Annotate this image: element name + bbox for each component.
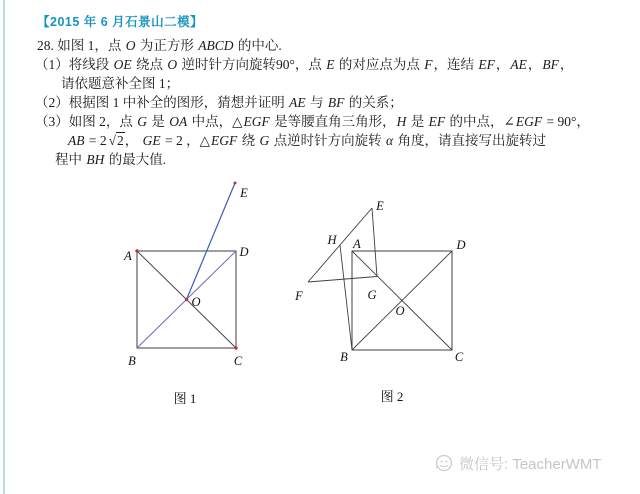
fig2-label-a: A bbox=[353, 237, 361, 251]
problem-text: （2）根据图 1 中补全的图形，猜想并证明 bbox=[35, 95, 289, 110]
math-variable: α bbox=[386, 133, 394, 148]
problem-text: ， bbox=[124, 133, 142, 148]
math-variable: EGF bbox=[211, 133, 238, 148]
math-variable: O bbox=[167, 57, 178, 72]
fig2-triangle-side-eg bbox=[372, 208, 377, 277]
problem-text: ， bbox=[559, 57, 574, 72]
problem-text: 的最大值. bbox=[105, 152, 167, 167]
math-variable: ABCD bbox=[198, 38, 234, 53]
fig2-label-d: D bbox=[456, 238, 466, 252]
problem-text: 的中点，∠ bbox=[446, 114, 515, 129]
fig1-label-c: C bbox=[233, 354, 243, 368]
math-variable: GE bbox=[142, 133, 161, 148]
math-variable: OE bbox=[113, 57, 132, 72]
problem-text: 绕点 bbox=[132, 57, 167, 72]
problem-text: 程中 bbox=[55, 152, 86, 167]
problem-text: 绕 bbox=[238, 133, 259, 148]
fig2-triangle-side-gf bbox=[308, 277, 377, 283]
problem-text: 中点，△ bbox=[188, 114, 243, 129]
problem-text: 角度，请直接写出旋转过 bbox=[394, 133, 547, 148]
fig2-label-e: E bbox=[376, 199, 384, 213]
fig1-label-b: B bbox=[128, 354, 136, 368]
wechat-icon bbox=[433, 452, 454, 474]
problem-text: （1）将线段 bbox=[35, 57, 113, 72]
problem-text: 与 bbox=[306, 95, 327, 110]
figure-2 bbox=[294, 199, 465, 404]
fig2-label-c: C bbox=[454, 350, 464, 364]
problem-text: ，连结 bbox=[433, 57, 478, 72]
sqrt-value: 2 bbox=[117, 133, 124, 148]
math-variable: F bbox=[424, 57, 433, 72]
fig2-label-b: B bbox=[340, 350, 348, 364]
fig2-label-h: H bbox=[327, 233, 337, 247]
math-variable: E bbox=[326, 57, 335, 72]
problem-text: 请依题意补全图 1； bbox=[61, 76, 180, 91]
problem-text: 是 bbox=[148, 114, 169, 129]
problem-text: （3）如图 2，点 bbox=[35, 114, 137, 129]
watermark bbox=[433, 452, 602, 474]
fig2-label-f: F bbox=[295, 289, 303, 303]
problem-text: ， bbox=[527, 57, 542, 72]
math-variable: BF bbox=[327, 95, 345, 110]
fig1-caption: 图 1 bbox=[173, 391, 197, 406]
math-variable: G bbox=[137, 114, 147, 129]
problem-text: 的对应点为点 bbox=[335, 57, 424, 72]
fig2-label-g: G bbox=[367, 288, 377, 302]
problem-text: = 2 ，△ bbox=[161, 133, 211, 148]
problem-text: = 90°， bbox=[543, 114, 590, 129]
watermark-text: 微信号: TeacherWMT bbox=[459, 455, 602, 473]
math-variable: BH bbox=[86, 152, 105, 167]
fig2-segment-hb bbox=[340, 245, 352, 350]
sqrt-radical-icon: √ bbox=[108, 133, 117, 148]
math-variable: AE bbox=[510, 57, 527, 72]
fig1-vertex-dot-c bbox=[234, 346, 237, 349]
problem-text: 逆时针方向旋转90°，点 bbox=[178, 57, 326, 72]
problem-text: 为正方形 bbox=[136, 38, 198, 53]
math-variable: AE bbox=[289, 95, 306, 110]
fig1-label-e: E bbox=[240, 186, 248, 200]
fig1-vertex-dot-a bbox=[135, 249, 138, 252]
problem-text: 28. 如图 1，点 bbox=[37, 38, 125, 53]
math-variable: EGF bbox=[515, 114, 543, 129]
fig1-label-a: A bbox=[124, 249, 132, 263]
fig1-ray-oe bbox=[187, 183, 236, 300]
fig1-label-d: D bbox=[239, 245, 249, 259]
math-variable: AB bbox=[68, 133, 85, 148]
math-variable: OA bbox=[169, 114, 188, 129]
math-variable: EGF bbox=[243, 114, 270, 129]
math-variable: H bbox=[396, 114, 407, 129]
math-variable: O bbox=[125, 38, 136, 53]
problem-text: 点逆时针方向旋转 bbox=[270, 133, 386, 148]
figure-1 bbox=[123, 182, 248, 407]
math-variable: EF bbox=[428, 114, 446, 129]
math-variable: G bbox=[259, 133, 270, 148]
problem-text: 的关系； bbox=[345, 95, 403, 110]
problem-text: 是 bbox=[407, 114, 428, 129]
math-variable: BF bbox=[542, 57, 559, 72]
problem-text: = 2 bbox=[85, 133, 107, 148]
fig2-label-o: O bbox=[395, 304, 405, 318]
problem-text: 是等腰直角三角形， bbox=[270, 114, 396, 129]
fig1-label-o: O bbox=[191, 295, 201, 309]
problem-text: 的中心. bbox=[234, 38, 282, 53]
fig1-center-dot-o bbox=[185, 298, 188, 301]
fig2-caption: 图 2 bbox=[380, 389, 404, 404]
math-variable: EF bbox=[478, 57, 495, 72]
exam-title: 【2015 年 6 月石景山二模】 bbox=[37, 15, 204, 29]
problem-text: ， bbox=[495, 57, 510, 72]
fig1-endpoint-dot-e bbox=[234, 182, 237, 185]
